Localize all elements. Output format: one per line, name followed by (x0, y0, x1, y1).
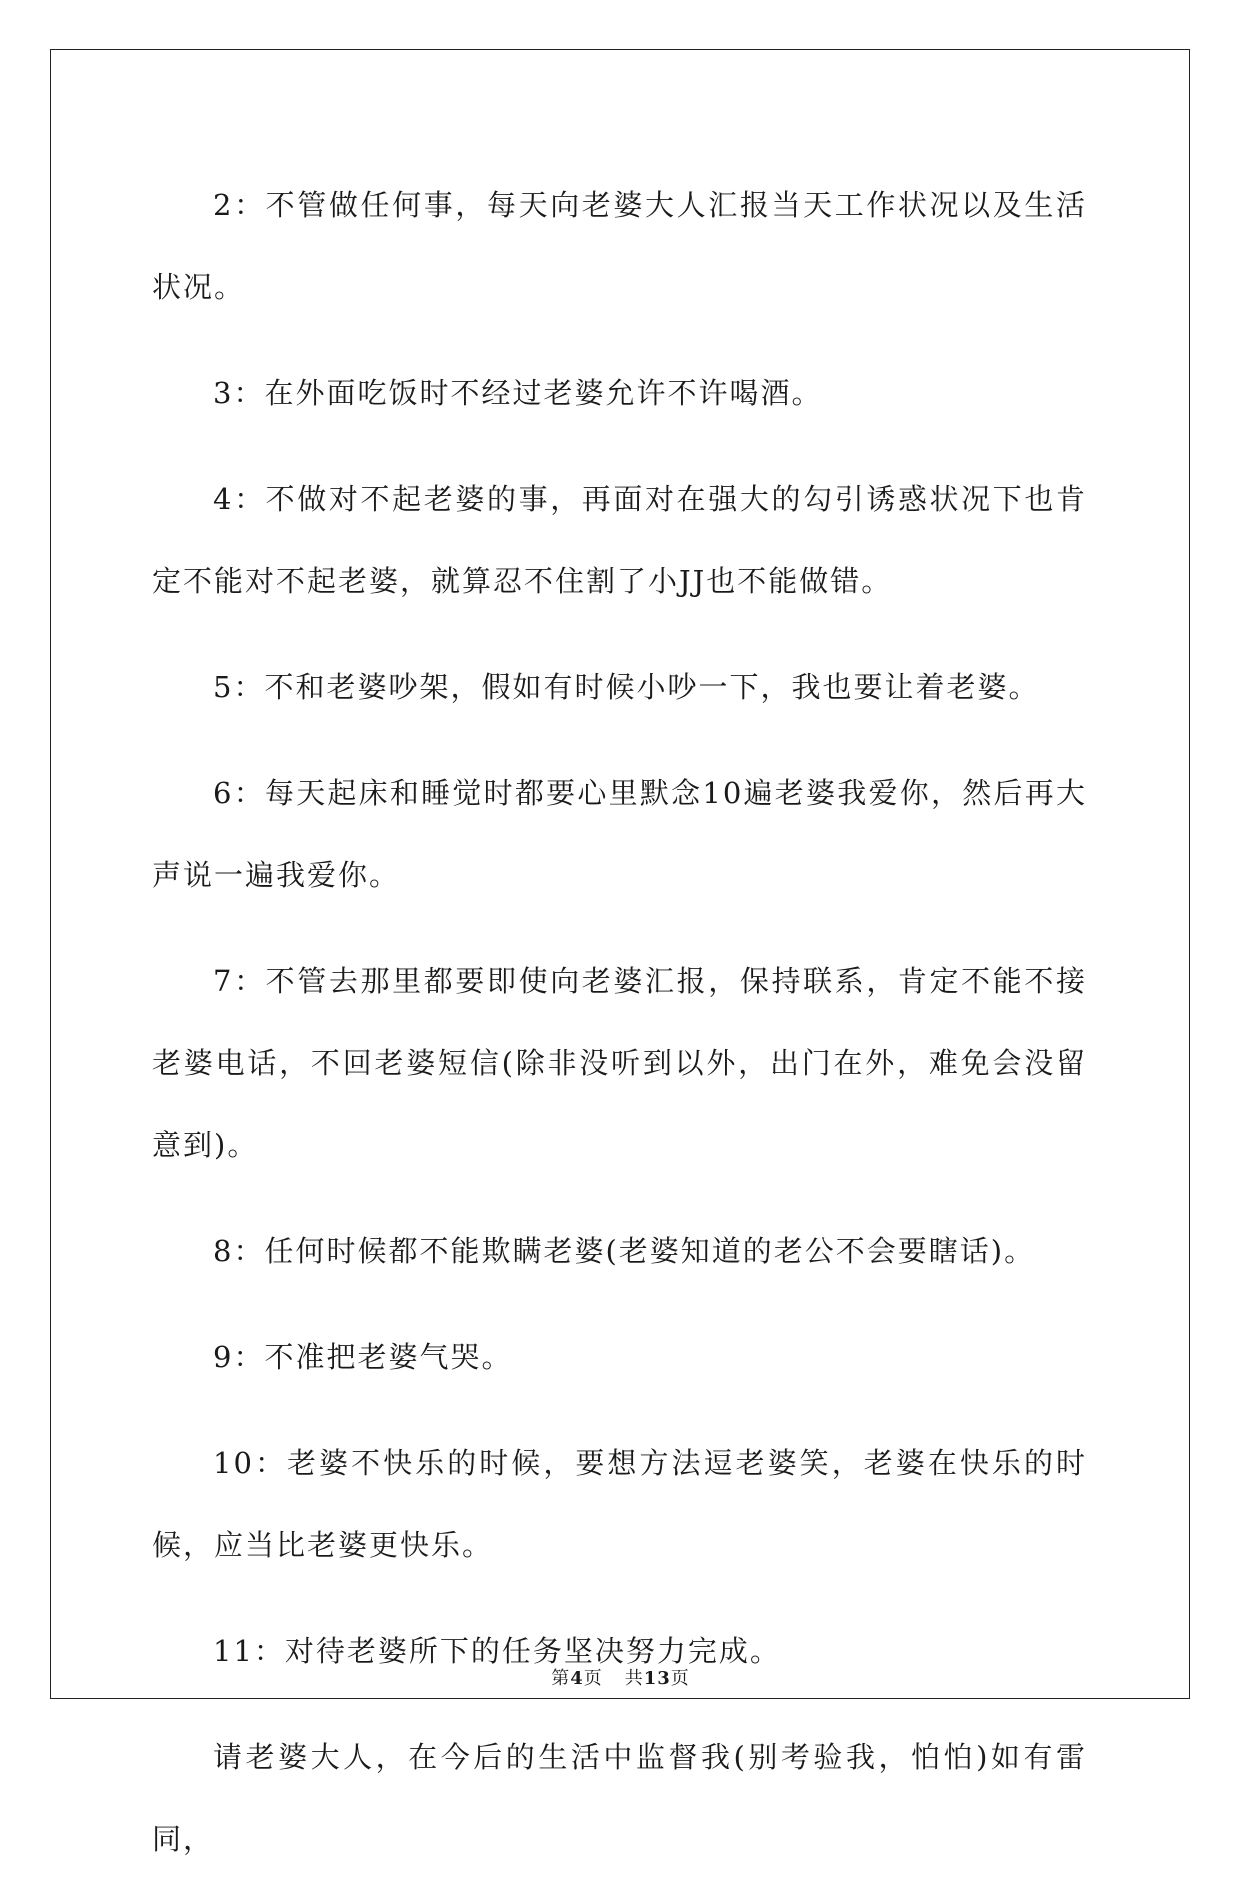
paragraph-rule-3: 3：在外面吃饭时不经过老婆允许不许喝酒。 (213, 376, 823, 410)
total-label-prefix: 共 (624, 1668, 644, 1689)
paragraph-rule-5: 5：不和老婆吵架，假如有时候小吵一下，我也要让着老婆。 (213, 670, 1040, 704)
current-page-number: 4 (570, 1668, 584, 1689)
paragraph-rule-8: 8：任何时候都不能欺瞒老婆(老婆知道的老公不会要瞎话)。 (213, 1234, 1036, 1268)
paragraph-closing: 请老婆大人，在今后的生活中监督我(别考验我，怕怕)如有雷同， (152, 1740, 1087, 1856)
paragraph-rule-7: 7：不管去那里都要即使向老婆汇报，保持联系，肯定不能不接老婆电话，不回老婆短信(除非没听到以外，出门在外，难免会没留意到)。 (152, 964, 1087, 1162)
paragraph-rule-9: 9：不准把老婆气哭。 (213, 1340, 513, 1374)
page-label-prefix: 第 (551, 1668, 571, 1689)
paragraph-rule-6: 6：每天起床和睡觉时都要心里默念10遍老婆我爱你，然后再大声说一遍我爱你。 (152, 776, 1087, 892)
total-label-suffix: 页 (670, 1668, 690, 1689)
total-page-count: 13 (643, 1668, 671, 1689)
page-label-suffix: 页 (583, 1668, 603, 1689)
paragraph-rule-10: 10：老婆不快乐的时候，要想方法逗老婆笑，老婆在快乐的时候，应当比老婆更快乐。 (152, 1446, 1087, 1562)
page-footer (0, 1664, 1241, 1690)
paragraph-rule-4: 4：不做对不起老婆的事，再面对在强大的勾引诱惑状况下也肯定不能对不起老婆，就算忍不住割了小JJ也不能做错。 (152, 482, 1087, 598)
document-body (152, 164, 1087, 1904)
paragraph-rule-11: 11：对待老婆所下的任务坚决努力完成。 (213, 1634, 781, 1668)
paragraph-rule-2: 2：不管做任何事，每天向老婆大人汇报当天工作状况以及生活状况。 (152, 188, 1087, 304)
